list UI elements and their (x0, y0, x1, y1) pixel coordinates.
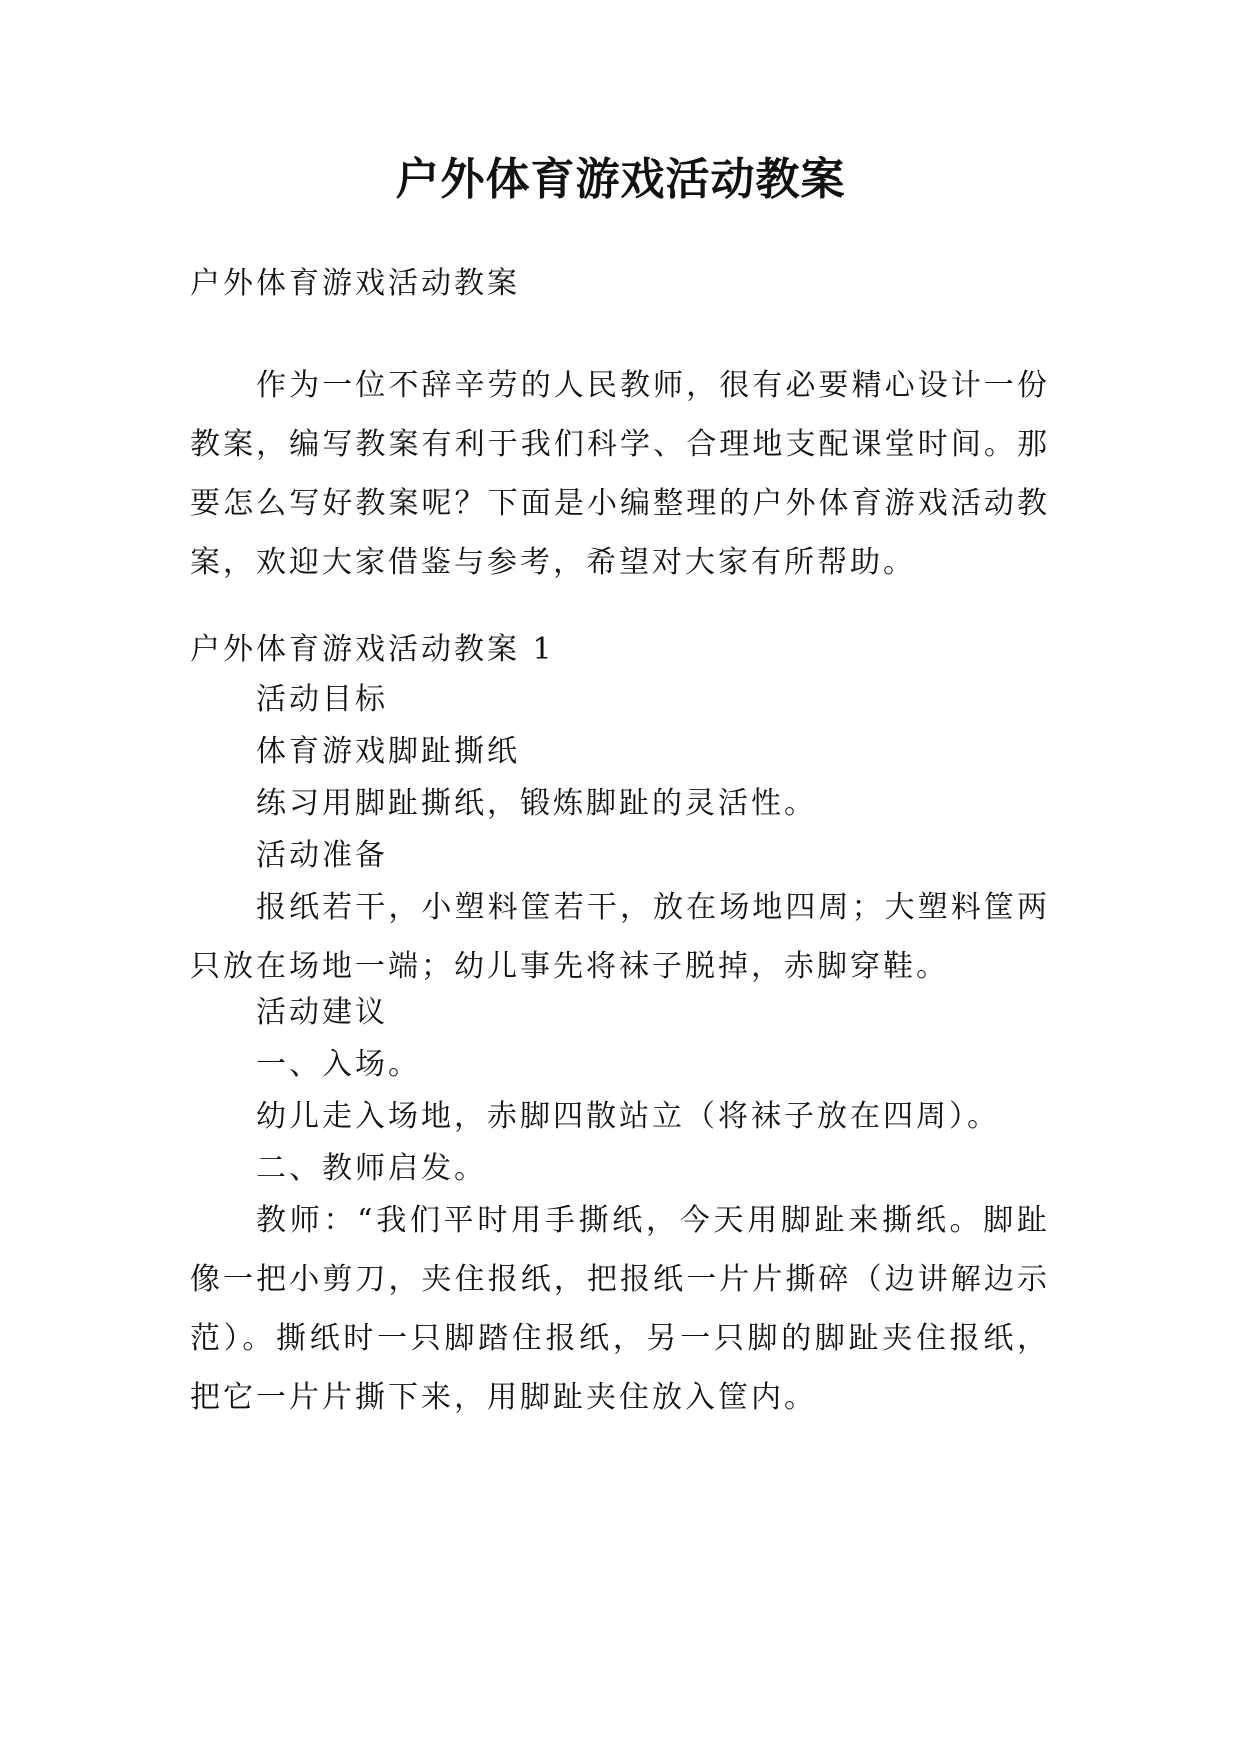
step2-label: 二、教师启发。 (256, 1151, 487, 1186)
suggest-label: 活动建议 (256, 995, 388, 1030)
prep-text: 报纸若干，小塑料筐若干，放在场地四周；大塑料筐两只放在场地一端；幼儿事先将袜子脱掉，赤脚穿鞋。 (190, 890, 1050, 984)
step2-text: 教师：“我们平时用手撕纸，今天用脚趾来撕纸。脚趾像一把小剪刀，夹住报纸，把报纸一片片撕碎（边讲解边示范）。撕纸时一只脚踏住报纸，另一只脚的脚趾夹住报纸，把它一片片撕下来，用脚趾夹住放入筐内。 (190, 1203, 1050, 1415)
document-subtitle: 户外体育游戏活动教案 (190, 266, 520, 301)
goal-text: 练习用脚趾撕纸，锻炼脚趾的灵活性。 (256, 786, 817, 821)
prep-label: 活动准备 (256, 838, 388, 873)
document-title: 户外体育游戏活动教案 (395, 154, 846, 205)
goal-label: 活动目标 (256, 682, 388, 717)
step1-text: 幼儿走入场地，赤脚四散站立（将袜子放在四周）。 (256, 1099, 1000, 1134)
intro-paragraph: 作为一位不辞辛劳的人民教师，很有必要精心设计一份教案，编写教案有利于我们科学、合理地支配课堂时间。那要怎么写好教案呢？下面是小编整理的户外体育游戏活动教案，欢迎大家借鉴与参考，希望对大家有所帮助。 (190, 368, 1050, 580)
step1-label: 一、入场。 (256, 1047, 421, 1082)
game-name: 体育游戏脚趾撕纸 (256, 734, 520, 769)
section-heading: 户外体育游戏活动教案 1 (190, 632, 555, 667)
